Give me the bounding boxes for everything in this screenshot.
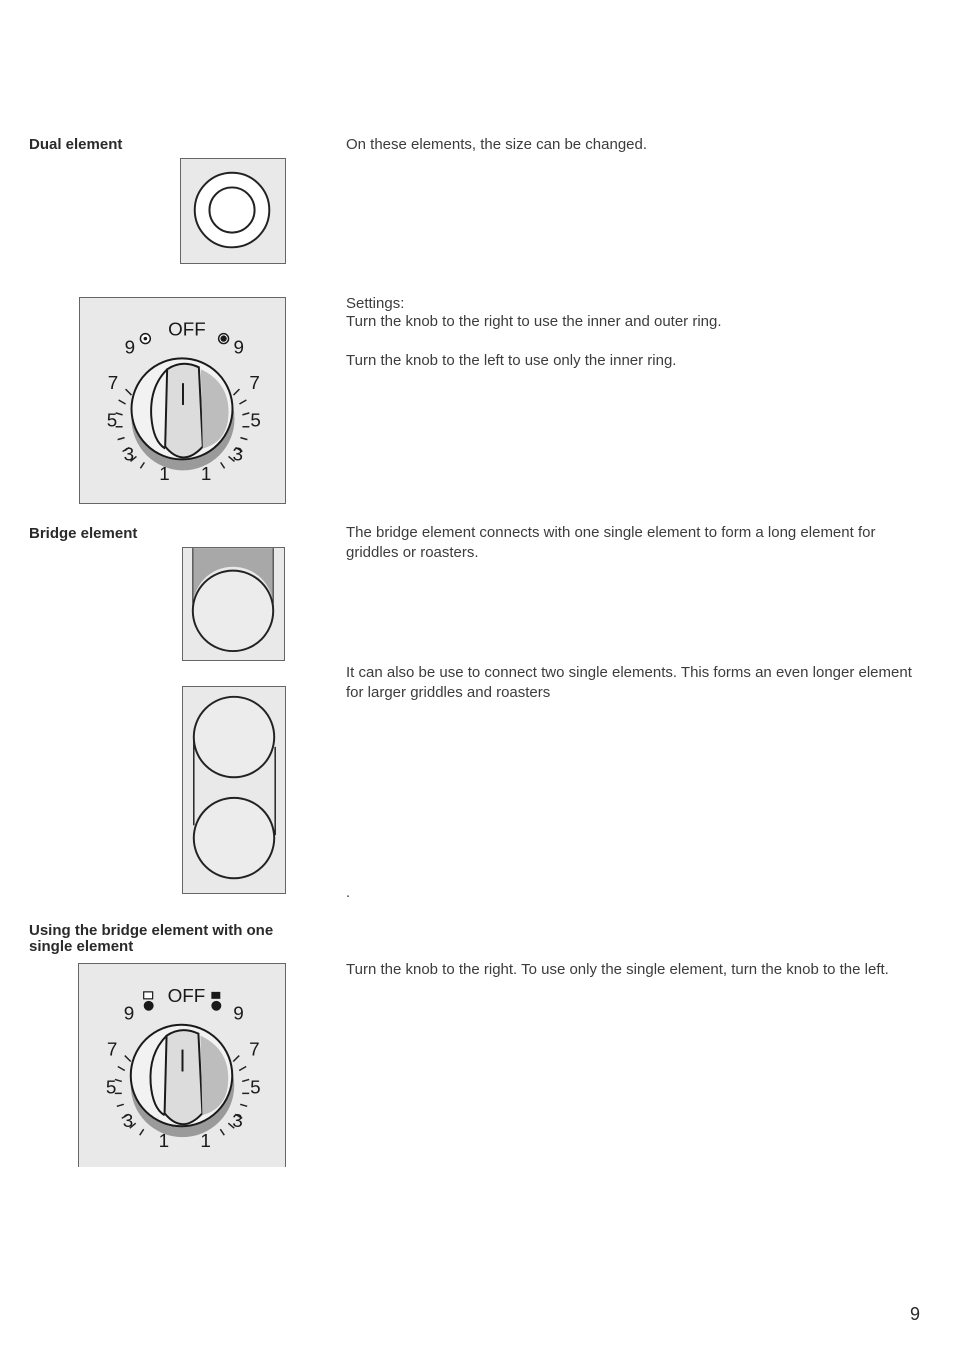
bridge-element-description-2: It can also be use to connect two single elements. This forms an even longer element for larger griddles and roasters (346, 664, 912, 701)
knob-left-9: 9 (123, 1003, 135, 1025)
knob-left-1: 1 (159, 463, 170, 485)
stray-dot: . (346, 884, 351, 901)
knob-right-5: 5 (250, 409, 261, 431)
using-bridge-instruction: Turn the knob to the right. To use only the single element, turn the knob to the left. (346, 961, 889, 978)
dual-element-illustration (180, 158, 286, 264)
knob-right-3: 3 (232, 443, 243, 465)
using-bridge-heading: Using the bridge element with one single element (29, 922, 274, 955)
page-number: 9 (910, 1304, 921, 1324)
knob-left-7: 7 (107, 372, 119, 394)
knob-right-1: 1 (200, 463, 212, 485)
settings-left-text: Turn the knob to the left to use only the inner ring. (346, 352, 677, 369)
knob-right-9: 9 (233, 336, 244, 358)
knob-right-3: 3 (232, 1111, 243, 1133)
knob-left-3: 3 (122, 1111, 134, 1133)
settings-title: Settings: (346, 295, 405, 312)
knob-left-5: 5 (106, 409, 118, 431)
bridge-element-heading: Bridge element (29, 525, 138, 542)
knob-left-3: 3 (123, 443, 135, 465)
bridge-element-icon (183, 548, 284, 660)
bridge-element-description: The bridge element connects with one single element to form a long element for griddles or roasters. (346, 524, 876, 561)
knob-left-7: 7 (106, 1039, 118, 1061)
double-element-icon (183, 687, 285, 893)
settings-right-text: Turn the knob to the right to use the inner and outer ring. (346, 313, 722, 330)
control-knob-icon (79, 964, 285, 1167)
bridge-knob-illustration (78, 963, 286, 1167)
bridge-double-illustration (182, 686, 286, 894)
dual-element-heading: Dual element (29, 136, 123, 153)
knob-off-label: OFF (168, 318, 206, 340)
knob-right-5: 5 (250, 1077, 261, 1099)
knob-right-1: 1 (200, 1131, 211, 1153)
knob-left-9: 9 (124, 336, 136, 358)
knob-right-7: 7 (249, 372, 260, 394)
control-knob-icon (80, 298, 285, 503)
knob-left-5: 5 (105, 1077, 117, 1099)
knob-right-9: 9 (233, 1003, 244, 1025)
knob-off-label: OFF (167, 985, 206, 1007)
dual-ring-icon (181, 159, 285, 263)
bridge-single-illustration (182, 547, 285, 661)
dual-knob-illustration (79, 297, 286, 504)
dual-element-description: On these elements, the size can be changed. (346, 136, 648, 153)
knob-left-1: 1 (158, 1131, 170, 1153)
knob-right-7: 7 (249, 1039, 260, 1061)
